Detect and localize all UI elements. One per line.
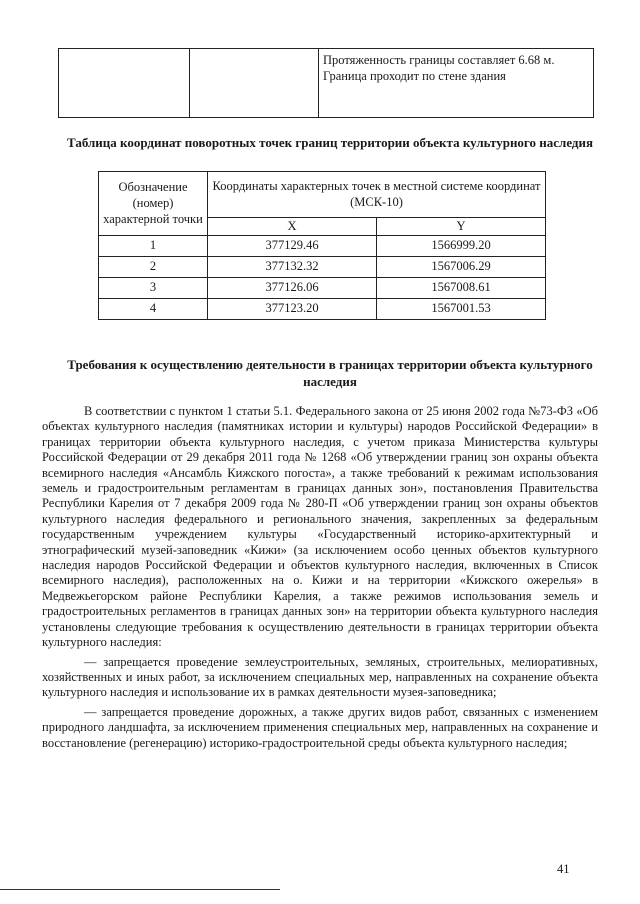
point-number: 3 <box>99 277 208 298</box>
x-coordinate: 377123.20 <box>208 298 377 319</box>
intro-paragraph: В соответствии с пунктом 1 статьи 5.1. Федерального закона от 25 июня 2002 года №73-ФЗ «Об объектах культурного наследия (памятниках истории и культуры) народов Российской Федерации» в границах территории объекта культурного наследия, с учетом приказа Министерства культуры Российской Федерации от 29 декабря 2011 года № 1268 «Об утверждении границ зон охраны объекта всемирного наследия «Ансамбль Кижского погоста», а также требований к режимам использования земель и градостроительным регламентам в границах данных зон», постановления Правительства Республики Карелия от 7 декабря 2009 года № 280-П «Об утверждении границ зон охраны объектов культурного наследия федерального и регионального значения, закрепленных за федеральным государственным учреждением культуры «Государственный историко-архитектурный и этнографический музей-заповедник «Кижи» (за исключением особо ценных объектов культурного наследия народов Российской Федерации и объектов культурного наследия, включенных в Список всемирного наследия), расположенных на о. Кижи и на территории «Кижского ожерелья» в Медвежьегорском районе Республики Карелия, а также режимов использования земель и градостроительных регламентов в границах данных зон» на территории объекта культурного наследия установлены следующие требования к осуществлению деятельности в границах территории объекта культурного наследия: <box>42 404 598 650</box>
y-coordinate: 1567001.53 <box>377 298 546 319</box>
empty-cell <box>190 49 319 118</box>
point-number: 4 <box>99 298 208 319</box>
point-number-header: Обозначение (номер) характерной точки <box>99 172 208 236</box>
page-number: 41 <box>557 862 570 876</box>
requirement-item-1: — запрещается проведение землеустроительных, земляных, строительных, мелиоративных, хозяйственных и иных работ, за исключением специальных мер, направленных на сохранение объекта культурного наследия и использование их в рамках деятельности музея-заповедника; <box>42 654 598 700</box>
table-row <box>99 298 546 319</box>
boundary-length-text: Протяженность границы составляет 6.68 м. Граница проходит по стене здания <box>319 49 594 118</box>
coordinates-table-title: Таблица координат поворотных точек границ территории объекта культурного наследия <box>66 135 594 150</box>
table-row <box>99 235 546 256</box>
x-coordinate: 377132.32 <box>208 256 377 277</box>
x-column-header: X <box>208 217 377 235</box>
table-header-row <box>99 172 546 218</box>
y-column-header: Y <box>377 217 546 235</box>
table-row <box>99 256 546 277</box>
table-row <box>99 277 546 298</box>
boundary-description-table <box>58 48 594 118</box>
requirements-body <box>42 404 598 751</box>
coordinates-header: Координаты характерных точек в местной системе координат (МСК-10) <box>208 172 546 218</box>
x-coordinate: 377129.46 <box>208 235 377 256</box>
footer-divider <box>0 889 280 890</box>
requirement-item-2: — запрещается проведение дорожных, а также других видов работ, связанных с изменением природного ландшафта, за исключением применения специальных мер, направленных на сохранение и восстановление (регенерацию) историко-градостроительной среды объекта культурного наследия; <box>42 704 598 750</box>
x-coordinate: 377126.06 <box>208 277 377 298</box>
requirements-title: Требования к осуществлению деятельности в границах территории объекта культурного наследия <box>67 357 593 389</box>
table-row <box>59 49 594 118</box>
empty-cell <box>59 49 190 118</box>
y-coordinate: 1567006.29 <box>377 256 546 277</box>
point-number: 2 <box>99 256 208 277</box>
coordinates-table <box>98 171 546 320</box>
y-coordinate: 1567008.61 <box>377 277 546 298</box>
point-number: 1 <box>99 235 208 256</box>
y-coordinate: 1566999.20 <box>377 235 546 256</box>
